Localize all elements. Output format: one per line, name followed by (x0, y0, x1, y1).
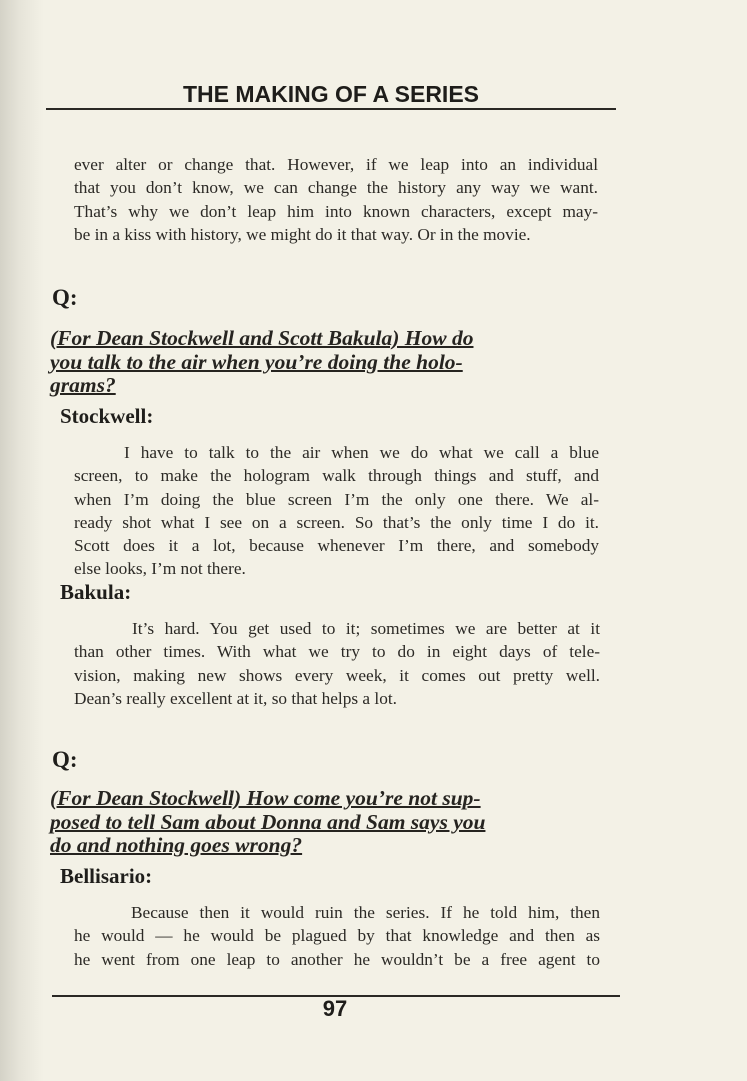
answer-line: Dean’s really excellent at it, so that helps a lot. (74, 688, 397, 708)
question-text (50, 327, 610, 398)
answer-line: else looks, I’m not there. (74, 559, 246, 579)
speaker-name: Bakula: (60, 580, 132, 604)
answer-line: he went from one leap to another he wouldn’t be a free agent to (74, 949, 600, 969)
page-number: 97 (322, 996, 348, 1021)
intro-line: ever alter or change that. However, if we leap into an individual (74, 155, 598, 174)
question-line: posed to tell Sam about Donna and Sam says you (50, 809, 486, 834)
answer-line: than other times. With what we try to do in eight days of tele- (74, 642, 600, 662)
intro-line: That’s why we don’t leap him into known characters, except may- (74, 201, 598, 221)
answer-paragraph (74, 441, 599, 581)
question-label: Q: (52, 285, 78, 310)
question-line: grams? (50, 373, 116, 397)
speaker-name: Stockwell: (60, 404, 154, 428)
speaker-name: Bellisario: (60, 864, 153, 888)
answer-line: vision, making new shows every week, it comes out pretty well. (74, 665, 600, 685)
answer-line: when I’m doing the blue screen I’m the only one there. We al- (74, 489, 599, 509)
question-line: (For Dean Stockwell and Scott Bakula) How do (50, 326, 474, 350)
question-line: (For Dean Stockwell) How come you’re not sup- (50, 786, 481, 810)
answer-line: I have to talk to the air when we do what we call a blue (124, 443, 599, 462)
answer-paragraph (74, 901, 600, 971)
answer-line: screen, to make the hologram walk through things and stuff, and (74, 466, 599, 486)
question-line: do and nothing goes wrong? (50, 833, 303, 857)
question-line: you talk to the air when you’re doing the holo- (50, 349, 463, 374)
running-head: THE MAKING OF A SERIES (46, 80, 616, 110)
question-label: Q: (52, 747, 78, 772)
answer-line: Because then it would ruin the series. If he told him, then (131, 903, 600, 922)
answer-line: It’s hard. You get used to it; sometimes we are better at it (132, 619, 600, 638)
intro-paragraph (74, 153, 598, 246)
intro-line: that you don’t know, we can change the history any way we want. (74, 178, 598, 198)
answer-line: ready shot what I see on a screen. So that’s the only time I do it. (74, 512, 599, 532)
intro-line: be in a kiss with history, we might do it that way. Or in the movie. (74, 224, 531, 244)
answer-paragraph (74, 617, 600, 710)
page-gutter-shadow (0, 0, 44, 1081)
question-text (50, 787, 610, 858)
answer-line: he would — he would be plagued by that knowledge and then as (74, 926, 600, 946)
answer-line: Scott does it a lot, because whenever I’m there, and somebody (74, 536, 599, 556)
